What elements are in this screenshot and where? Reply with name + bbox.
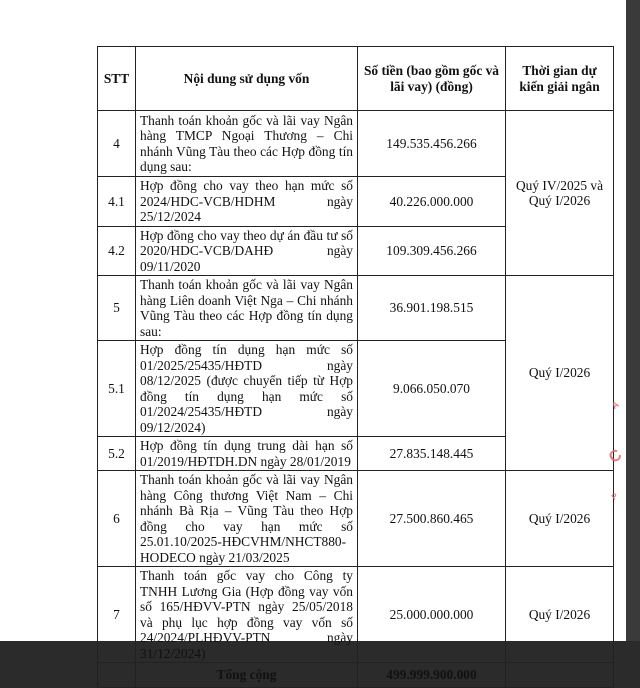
row-time-vrb: Quý I/2026 (506, 276, 614, 471)
row-amount: 36.901.198.515 (358, 276, 506, 341)
header-amount: Số tiền (bao gồm gốc và lãi vay) (đồng) (358, 47, 506, 111)
row-stt: 5.1 (98, 341, 136, 437)
row-amount: 27.500.860.465 (358, 471, 506, 567)
red-stamp-fragment: P (609, 491, 620, 502)
row-time-luong-gia: Quý I/2026 (506, 567, 614, 663)
row-amount: 27.835.148.445 (358, 437, 506, 471)
row-content: Hợp đồng tín dụng trung dài hạn số 01/2019/HĐTDH.DN ngày 28/01/2019 (136, 437, 358, 471)
row-time-vietinbank: Quý I/2026 (506, 471, 614, 567)
row-content: Hợp đồng cho vay theo hạn mức số 2024/HDC-VCB/HDHM ngày 25/12/2024 (136, 177, 358, 227)
total-amount: 499.999.900.000 (358, 663, 506, 688)
row-content: Thanh toán khoản gốc và lãi vay Ngân hàng Công thương Việt Nam – Chi nhánh Bà Rịa – Vũng Tàu theo Hợp đồng cho vay hạn mức số 25.01.10/2025-HĐCVHM/NHCT880-HODECO ngày 21/03/2025 (136, 471, 358, 567)
red-stamp-fragment: C (605, 446, 626, 467)
row-content: Hợp đồng cho vay theo dự án đầu tư số 2020/HDC-VCB/DAHĐ ngày 09/11/2020 (136, 226, 358, 276)
table-row (98, 471, 614, 567)
row-amount: 25.000.000.000 (358, 567, 506, 663)
row-stt: 4.2 (98, 226, 136, 276)
row-amount: 109.309.456.266 (358, 226, 506, 276)
table-row (98, 276, 614, 341)
table-row (98, 111, 614, 177)
header-content: Nội dung sử dụng vốn (136, 47, 358, 111)
row-stt: 6 (98, 471, 136, 567)
row-content: Thanh toán gốc vay cho Công ty TNHH Lương Gia (Hợp đồng vay vốn số 165/HĐVV-PTN ngày 25/05/2018 và phụ lục hợp đồng vay vốn số 24/2024/PLHĐVV-PTN ngày 31/12/2024) (136, 567, 358, 663)
total-time-cell (506, 663, 614, 688)
viewer-background (626, 0, 640, 641)
row-amount: 9.066.050.070 (358, 341, 506, 437)
row-amount: 149.535.456.266 (358, 111, 506, 177)
capital-use-table (97, 46, 614, 688)
row-stt: 4 (98, 111, 136, 177)
red-stamp-fragment: A (609, 399, 621, 411)
row-content: Thanh toán khoản gốc và lãi vay Ngân hàng Liên doanh Việt Nga – Chi nhánh Vũng Tàu theo các Hợp đồng tín dụng sau: (136, 276, 358, 341)
row-amount: 40.226.000.000 (358, 177, 506, 227)
total-row (98, 663, 614, 688)
row-stt: 7 (98, 567, 136, 663)
row-content: Thanh toán khoản gốc và lãi vay Ngân hàng TMCP Ngoại Thương – Chi nhánh Vũng Tàu theo các Hợp đồng tín dụng sau: (136, 111, 358, 177)
header-time: Thời gian dự kiến giải ngân (506, 47, 614, 111)
header-stt: STT (98, 47, 136, 111)
total-label: Tổng cộng (136, 663, 358, 688)
table-header-row (98, 47, 614, 111)
row-stt: 4.1 (98, 177, 136, 227)
row-stt: 5.2 (98, 437, 136, 471)
row-stt: 5 (98, 276, 136, 341)
total-stt-cell (98, 663, 136, 688)
row-content: Hợp đồng tín dụng hạn mức số 01/2025/25435/HĐTD ngày 08/12/2025 (được chuyển tiếp từ Hợp đồng tín dụng hạn mức số 01/2024/25435/HĐTD ngày 09/12/2024) (136, 341, 358, 437)
table-row (98, 567, 614, 663)
row-time-vcb: Quý IV/2025 và Quý I/2026 (506, 111, 614, 276)
